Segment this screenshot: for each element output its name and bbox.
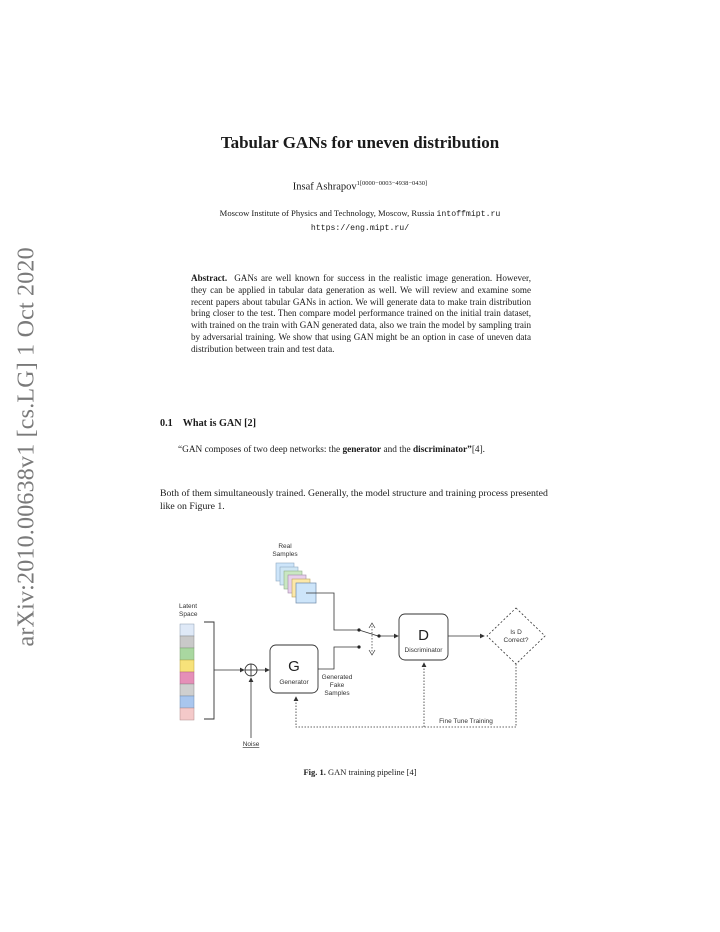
latent-cell	[180, 624, 194, 636]
latent-cell	[180, 648, 194, 660]
section-title: What is GAN [2]	[182, 418, 257, 429]
discriminator-letter: D	[418, 627, 429, 644]
real-samples-label-2: Samples	[272, 551, 298, 558]
latent-space-label-2: Space	[179, 611, 198, 618]
sum-node	[245, 664, 257, 676]
quote-discriminator: discriminator”	[412, 445, 472, 455]
paper-title: Tabular GANs for uneven distribution	[220, 133, 500, 152]
real-samples-stack	[276, 563, 316, 603]
fake-samples-label-1: Generated	[321, 674, 353, 681]
noise-label: Noise	[242, 741, 260, 748]
quote-citation: [4].	[471, 445, 485, 455]
quote-generator: generator	[342, 445, 382, 455]
arxiv-identifier-stamp: arXiv:2010.00638v1 [cs.LG] 1 Oct 2020	[13, 247, 40, 647]
latent-bracket	[204, 622, 214, 719]
discriminator-label: Discriminator	[404, 647, 443, 654]
latent-cell	[180, 636, 194, 648]
fake-samples-label-3: Samples	[324, 690, 350, 697]
gan-quote	[178, 444, 546, 456]
author-line	[0, 180, 720, 193]
abstract-text: GANs are well known for success in the realistic image generation. However, they can be applied in tabular data generation as well. We will review and examine some recent papers about tabular GANs in action. We will generate data to make train distribution bring closer to the test. Then compare model performance trained on the initial train dataset, with trained on the train with GAN generated data, also we train the model by sampling train by adversarial training. We show that using GAN might be an option in case of uneven data distribution between train and test data.	[191, 273, 531, 354]
fake-to-switch-line	[318, 647, 358, 669]
section-heading	[160, 418, 256, 429]
fake-samples-label-2: Fake	[329, 682, 345, 689]
author-name: Insaf Ashrapov	[292, 181, 357, 193]
affiliation-url[interactable]: https://eng.mipt.ru/	[310, 224, 410, 233]
switch-lever	[359, 630, 378, 636]
section-number: 0.1	[160, 418, 173, 429]
latent-cell	[180, 684, 194, 696]
generator-label: Generator	[279, 679, 309, 686]
latent-cell	[180, 696, 194, 708]
decision-label-2: Correct?	[503, 637, 529, 644]
affiliation	[0, 207, 720, 235]
latent-cell	[180, 708, 194, 720]
real-samples-label-1: Real	[278, 543, 292, 550]
latent-space-vector	[180, 624, 194, 720]
latent-space-label-1: Latent	[179, 603, 198, 610]
decision-diamond	[487, 608, 545, 664]
latent-cell	[180, 660, 194, 672]
caption-text: GAN training pipeline [4]	[328, 767, 417, 777]
gan-pipeline-diagram	[0, 535, 720, 765]
abstract	[191, 273, 531, 356]
quote-text-middle: and the	[381, 445, 413, 455]
affiliation-institution: Moscow Institute of Physics and Technology, Moscow, Russia	[219, 208, 435, 218]
latent-cell	[180, 672, 194, 684]
body-paragraph: Both of them simultaneously trained. Generally, the model structure and training process presented like on Figure 1.	[160, 488, 548, 512]
decision-label-1: Is D	[510, 629, 522, 636]
fine-tune-label: Fine Tune Training	[439, 718, 493, 725]
caption-label: Fig. 1.	[303, 767, 326, 777]
switch-contact-fake	[357, 645, 360, 648]
abstract-label: Abstract.	[191, 273, 228, 283]
affiliation-email[interactable]: intoffmipt.ru	[436, 210, 501, 219]
generator-letter: G	[288, 658, 300, 675]
figure-caption	[0, 767, 720, 777]
quote-text-start: “GAN composes of two deep networks: the	[178, 445, 343, 455]
author-orcid: 1[0000−0003−4938−0430]	[356, 180, 428, 187]
